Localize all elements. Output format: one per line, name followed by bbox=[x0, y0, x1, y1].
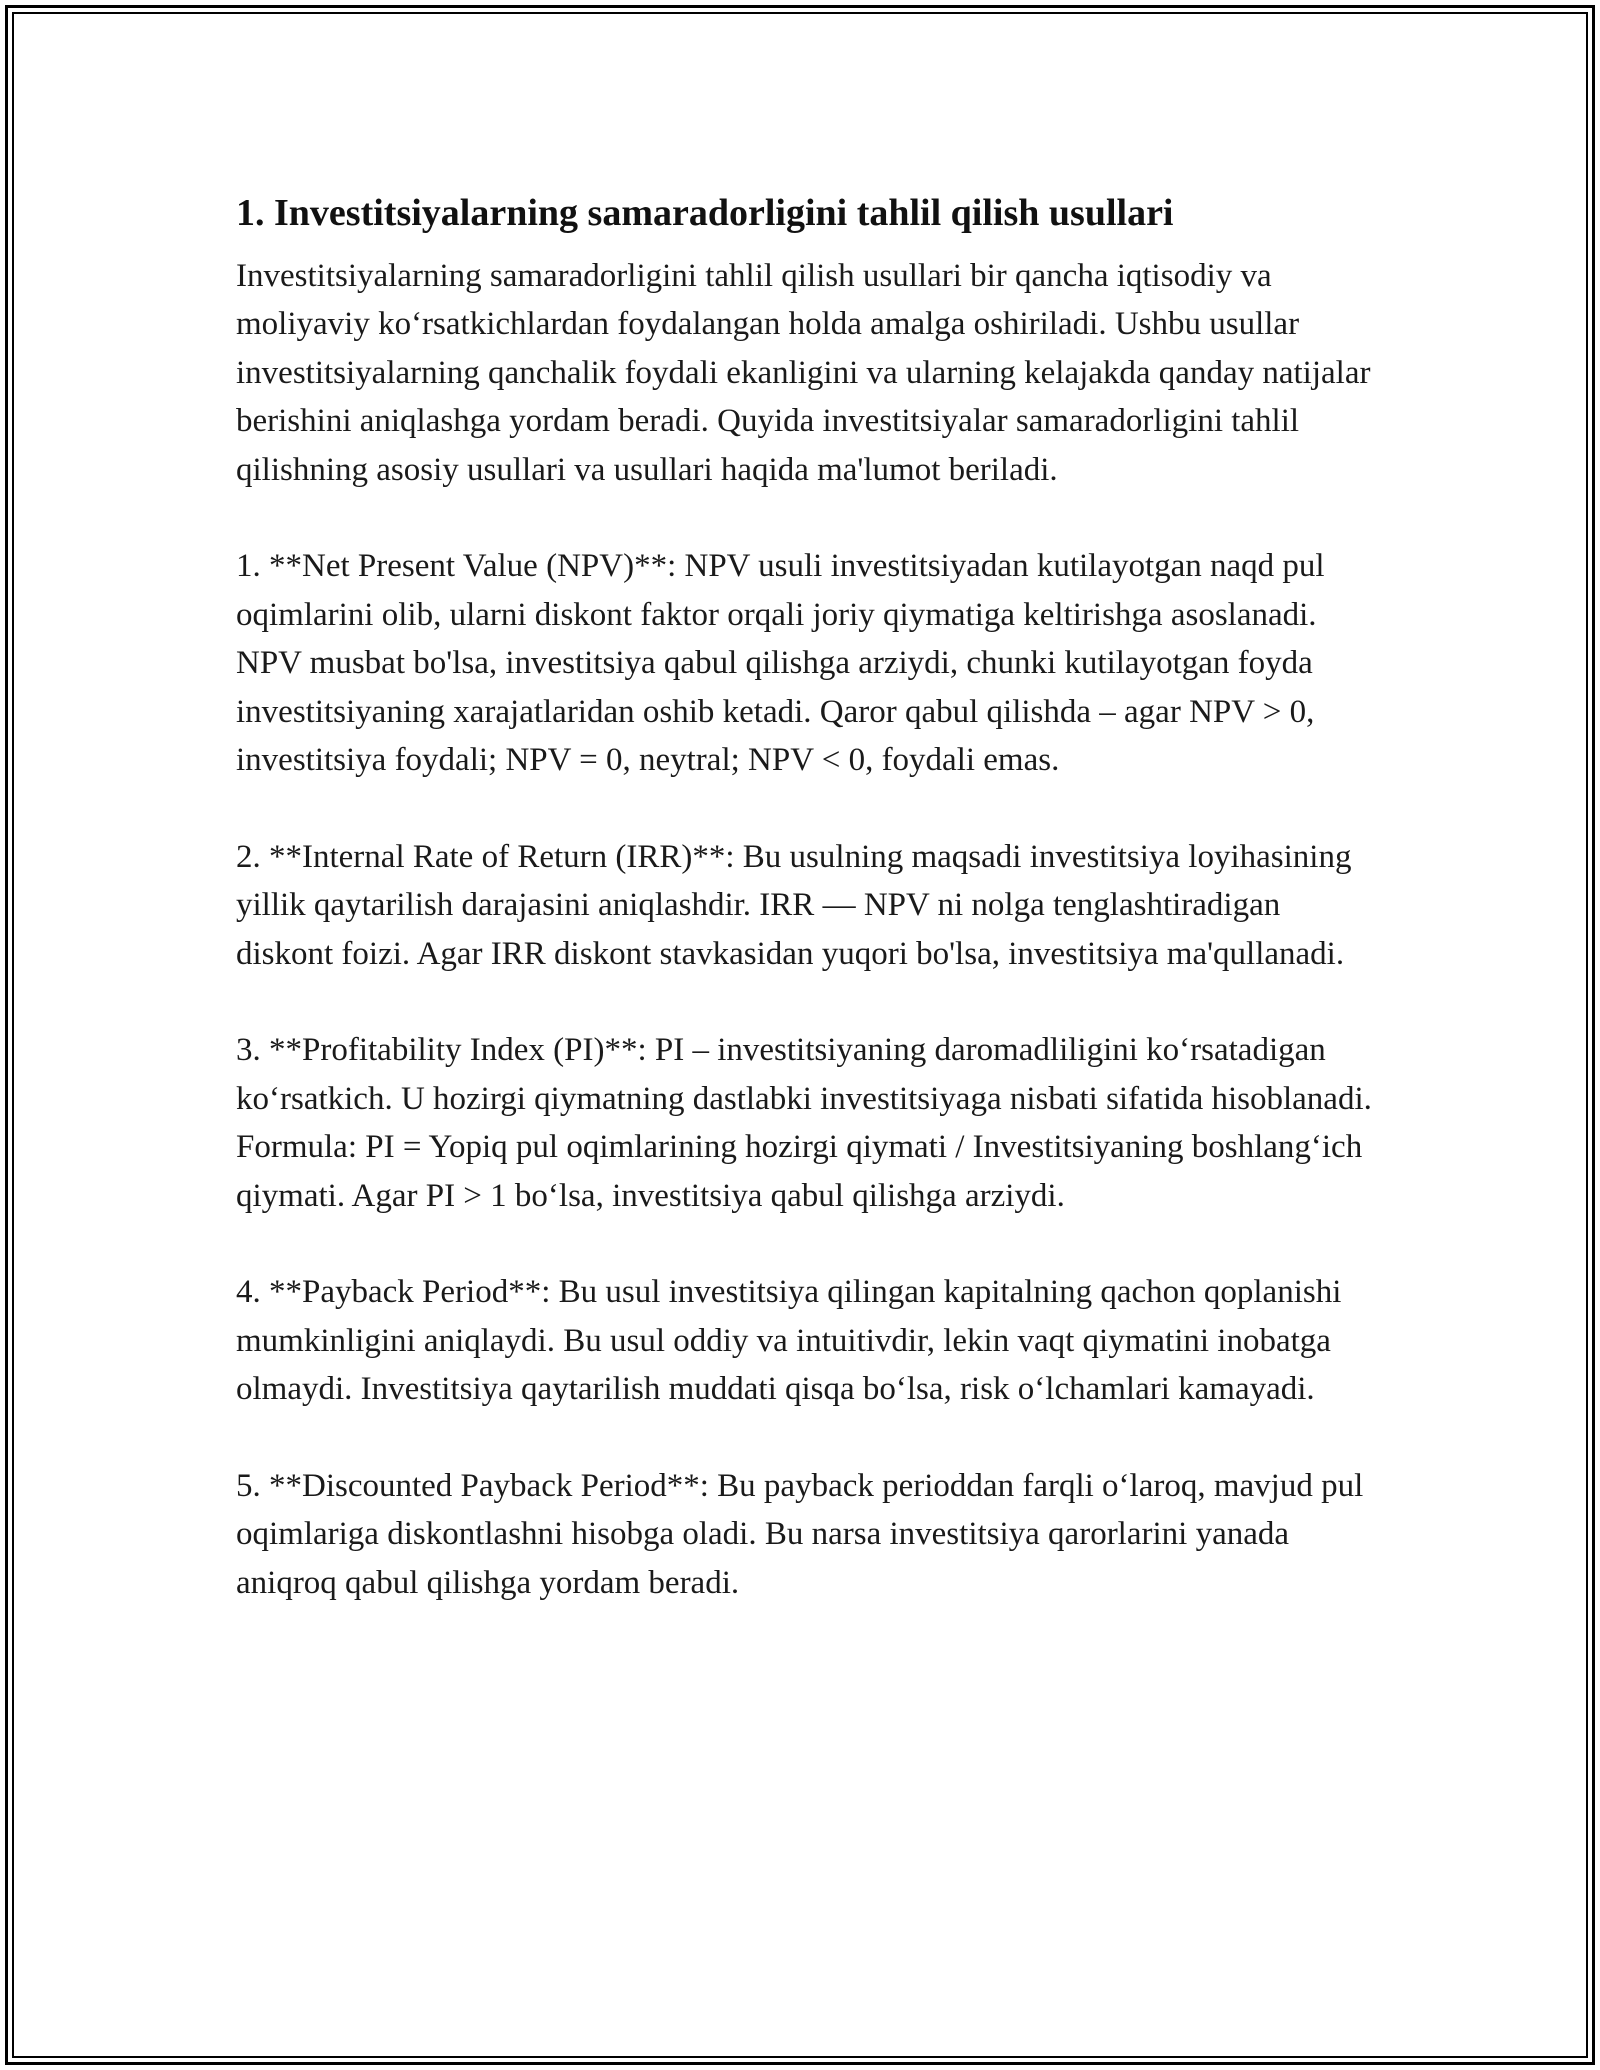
payback-period-paragraph: 4. **Payback Period**: Bu usul investitsiya qilingan kapitalning qachon qoplanishi mumkinligini aniqlaydi. Bu usul oddiy va intuitivdir, lekin vaqt qiymatini inobatga olmaydi. Investitsiya qaytarilish muddati qisqa bo‘lsa, risk o‘lchamlari kamayadi. bbox=[236, 1274, 1342, 1408]
document-body bbox=[236, 186, 1376, 1607]
discounted-payback-paragraph: 5. **Discounted Payback Period**: Bu payback perioddan farqli o‘laroq, mavjud pul oqimlariga diskontlashni hisobga oladi. Bu narsa investitsiya qarorlarini yanada aniqroq qabul qilishga yordam beradi. bbox=[236, 1468, 1364, 1601]
intro-paragraph: Investitsiyalarning samaradorligini tahlil qilish usullari bir qancha iqtisodiy va moliyaviy ko‘rsatkichlardan foydalangan holda amalga oshiriladi. Ushbu usullar investitsiyalarning qanchalik foydali ekanligini va ularning kelajakda qanday natijalar berishini aniqlashga yordam beradi. Quyida investitsiyalar samaradorligini tahlil qilishning asosiy usullari va usullari haqida ma'lumot beriladi. bbox=[236, 258, 1371, 488]
irr-paragraph: 2. **Internal Rate of Return (IRR)**: Bu usulning maqsadi investitsiya loyihasining yillik qaytarilish darajasini aniqlashdir. IRR — NPV ni nolga tenglashtiradigan diskont foizi. Agar IRR diskont stavkasidan yuqori bo'lsa, investitsiya ma'qullanadi. bbox=[236, 838, 1352, 972]
pi-paragraph: 3. **Profitability Index (PI)**: PI – investitsiyaning daromadliligini ko‘rsatadigan ko‘rsatkich. U hozirgi qiymatning dastlabki investitsiyaga nisbati sifatida hisoblanadi. Formula: PI = Yopiq pul oqimlarining hozirgi qiymati / Investitsiyaning boshlang‘ich qiymati. Agar PI > 1 bo‘lsa, investitsiya qabul qilishga arziydi. bbox=[236, 1032, 1372, 1214]
section-heading: 1. Investitsiyalarning samaradorligini tahlil qilish usullari bbox=[236, 192, 1174, 234]
npv-paragraph: 1. **Net Present Value (NPV)**: NPV usuli investitsiyadan kutilayotgan naqd pul oqimlarini olib, ularni diskont faktor orqali joriy qiymatiga keltirishga asoslanadi. NPV musbat bo'lsa, investitsiya qabul qilishga arziydi, chunki kutilayotgan foyda investitsiyaning xarajatlaridan oshib ketadi. Qaror qabul qilishda – agar NPV > 0, investitsiya foydali; NPV = 0, neytral; NPV < 0, foydali emas. bbox=[236, 548, 1325, 779]
